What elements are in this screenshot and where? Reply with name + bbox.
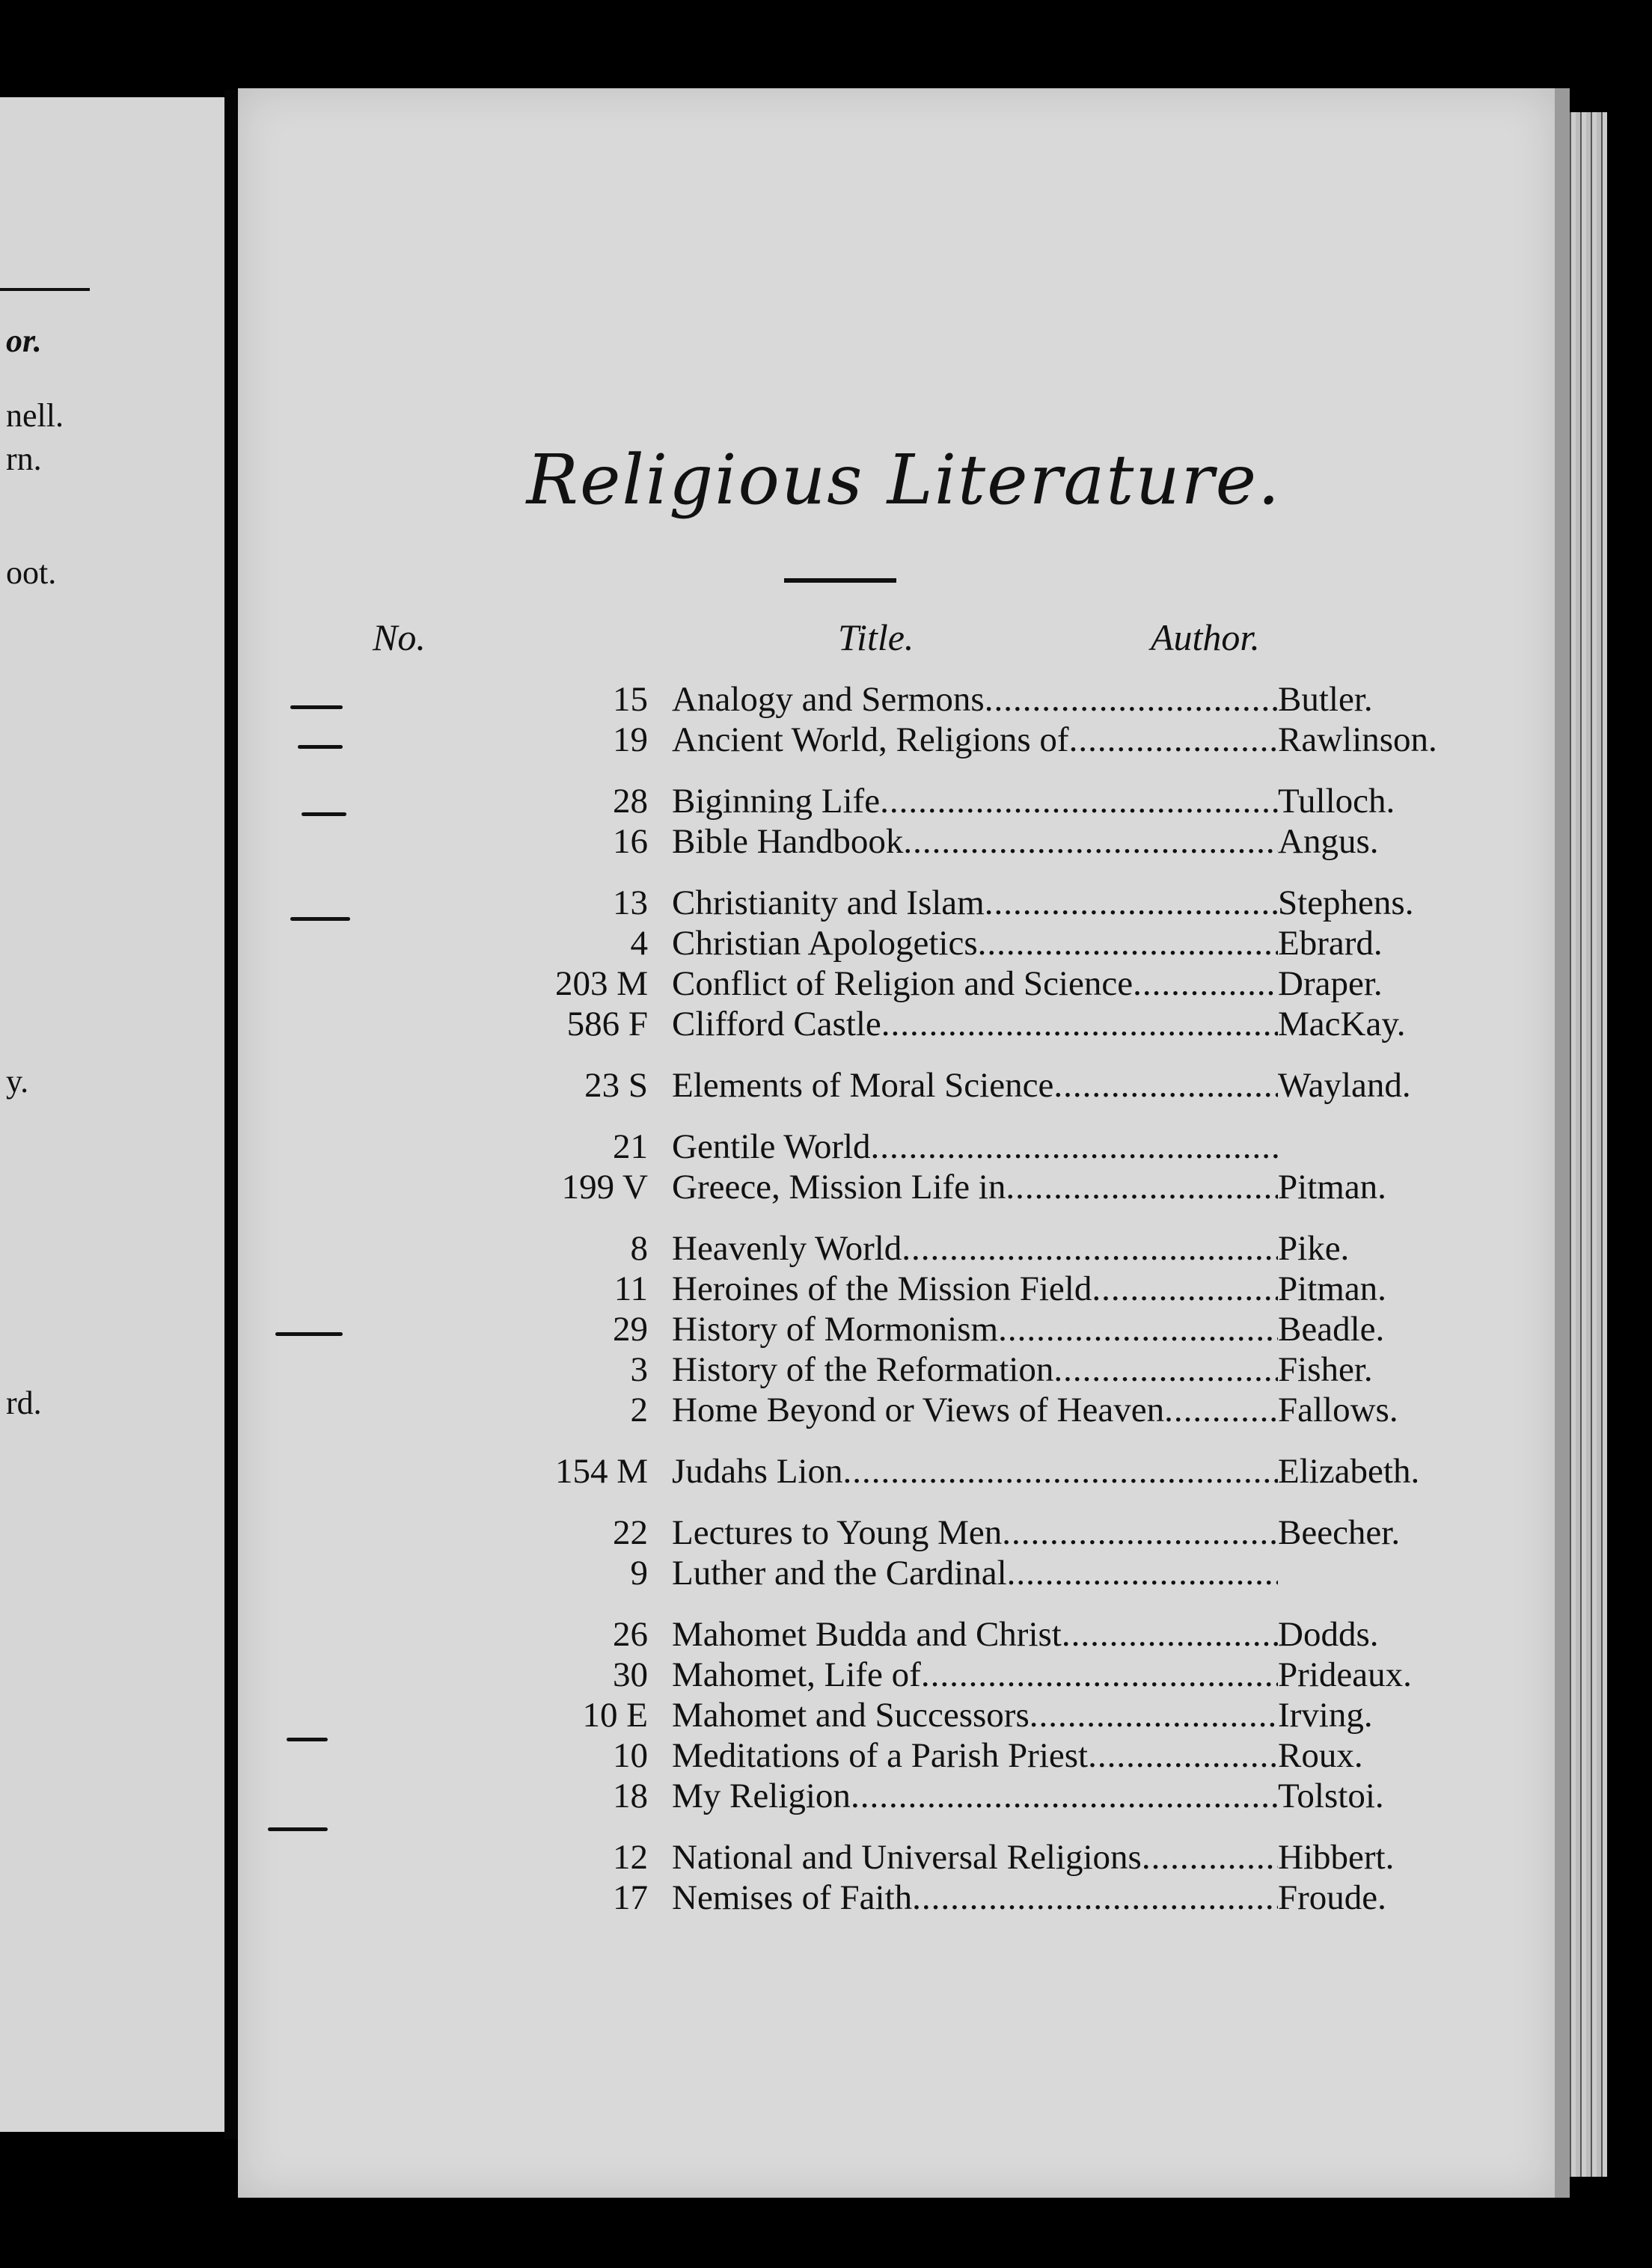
entry-title: Mahomet and Successors [672,1696,1030,1735]
entry-number: 30 [613,1655,648,1694]
entry-author: Draper. [1278,964,1383,1003]
pencil-mark [290,917,350,921]
entry-title-cell [672,1004,1278,1044]
entry-title: Christian Apologetics [672,924,978,963]
leader-dots [851,1776,1278,1816]
title-rule [784,578,896,583]
list-item [298,1167,1540,1207]
entry-author: Pike. [1278,1229,1350,1268]
entry-number: 8 [630,1229,648,1268]
entry-title-cell [672,1390,1278,1430]
entry-title-cell [672,1655,1278,1695]
left-fragment: rn. [6,441,42,477]
leader-dots [985,883,1278,923]
entry-title: Heroines of the Mission Field [672,1269,1092,1308]
entry-title-cell [672,1614,1278,1655]
leader-dots [921,1655,1278,1695]
pencil-mark [298,745,343,749]
column-header-title: Title. [838,616,914,658]
entry-author: Roux. [1278,1736,1363,1775]
left-fragment: y. [6,1063,29,1100]
list-item [298,679,1540,720]
leader-dots [1164,1390,1278,1430]
entry-title: Biginning Life [672,782,881,821]
entry-title-cell [672,679,1278,720]
entry-number: 29 [613,1310,648,1349]
column-header-no: No. [373,616,426,658]
entry-title: Mahomet, Life of [672,1655,921,1694]
entry-author: Hibbert. [1278,1838,1395,1877]
left-fragment: nell. [6,397,64,434]
entry-number: 17 [613,1878,648,1917]
entry-author: Stephens. [1278,883,1414,922]
entry-title-cell [672,1127,1278,1167]
list-item [298,963,1540,1004]
entry-author: Rawlinson. [1278,720,1437,759]
list-item [298,1451,1540,1492]
entry-title-cell [672,883,1278,923]
leader-dots [1007,1553,1278,1593]
entry-author: Prideaux. [1278,1655,1412,1694]
leader-dots [842,1451,1278,1492]
entry-author: Pitman. [1278,1269,1386,1308]
entry-title-cell [672,1451,1278,1492]
leader-dots [1030,1695,1278,1735]
list-item [298,1837,1540,1878]
entry-author: Tolstoi. [1278,1777,1384,1815]
entry-number: 23 S [584,1066,648,1105]
entry-number: 4 [630,924,648,963]
entry-number: 3 [630,1350,648,1389]
entry-title: Luther and the Cardinal [672,1554,1007,1593]
left-fragment: oot. [6,554,57,591]
list-item [298,1655,1540,1695]
entry-number: 10 E [582,1696,648,1735]
entry-title-cell [672,1167,1278,1207]
entry-author: Butler. [1278,680,1373,719]
list-item [298,1269,1540,1309]
catalog-list [298,679,1540,1918]
list-item [298,720,1540,760]
left-fragment: or. [6,322,42,359]
entry-title: Mahomet Budda and Christ [672,1615,1062,1654]
leader-dots [998,1309,1278,1349]
entry-title-cell [672,1512,1278,1553]
entry-author: Ebrard. [1278,924,1383,963]
entry-author: Irving. [1278,1696,1373,1735]
leader-dots [1053,1065,1278,1106]
leader-dots [1069,720,1278,760]
entry-number: 2 [630,1391,648,1429]
entry-title: Meditations of a Parish Priest [672,1736,1089,1775]
entry-number: 586 F [566,1005,648,1043]
list-item [298,923,1540,963]
list-item [298,883,1540,923]
left-page-rule [0,288,90,291]
leader-dots [912,1878,1278,1918]
entry-title: Gentile World [672,1127,871,1166]
entry-author: Angus. [1278,822,1379,861]
catalog-page [238,88,1570,2198]
pencil-mark [287,1738,328,1741]
entry-title-cell [672,1878,1278,1918]
list-item [298,821,1540,862]
entry-title: History of the Reformation [672,1350,1054,1389]
entry-title: Christianity and Islam [672,883,985,922]
page-title: Religious Literature. [526,440,1282,520]
entry-number: 10 [613,1736,648,1775]
pencil-mark [275,1332,343,1336]
book-spine [224,90,238,2139]
pencil-mark [302,812,346,816]
leader-dots [1006,1167,1278,1207]
entry-number: 199 V [561,1168,648,1207]
entry-title: My Religion [672,1777,851,1815]
entry-number: 28 [613,782,648,821]
list-item [298,1512,1540,1553]
entry-author: Beecher. [1278,1513,1401,1552]
entry-title: Elements of Moral Science [672,1066,1054,1105]
entry-title-cell [672,1837,1278,1878]
list-item [298,1878,1540,1918]
entry-title: National and Universal Religions [672,1838,1142,1877]
entry-title-cell [672,1349,1278,1390]
entry-number: 21 [613,1127,648,1166]
entry-author: Wayland. [1278,1066,1411,1105]
entry-author: Pitman. [1278,1168,1386,1207]
entry-number: 26 [613,1615,648,1654]
leader-dots [903,821,1278,862]
pencil-mark [290,705,343,709]
leader-dots [902,1228,1278,1269]
leader-dots [880,781,1278,821]
entry-title: Lectures to Young Men [672,1513,1003,1552]
leader-dots [1092,1269,1278,1309]
entry-number: 18 [613,1777,648,1815]
entry-author: Tulloch. [1278,782,1395,821]
entry-number: 9 [630,1554,648,1593]
entry-title: Clifford Castle [672,1005,881,1043]
column-header-author: Author. [1151,616,1260,658]
entry-title-cell [672,1309,1278,1349]
entry-title: Greece, Mission Life in [672,1168,1006,1207]
entry-title: Conflict of Religion and Science [672,964,1134,1003]
leader-dots [1053,1349,1278,1390]
entry-title: Analogy and Sermons [672,680,985,719]
leader-dots [1142,1837,1278,1878]
list-item [298,1735,1540,1776]
leader-dots [881,1004,1278,1044]
pencil-mark [268,1827,328,1831]
entry-author: MacKay. [1278,1005,1406,1043]
leader-dots [1088,1735,1278,1776]
entry-number: 16 [613,822,648,861]
entry-number: 11 [614,1269,648,1308]
entry-title: Home Beyond or Views of Heaven [672,1391,1165,1429]
list-item [298,1228,1540,1269]
entry-author: Beadle. [1278,1310,1385,1349]
entry-author: Elizabeth. [1278,1452,1420,1491]
entry-title: Ancient World, Religions of [672,720,1069,759]
list-item [298,1695,1540,1735]
entry-title: Judahs Lion [672,1452,843,1491]
list-item [298,1614,1540,1655]
entry-title-cell [672,963,1278,1004]
entry-author: Froude. [1278,1878,1386,1917]
entry-title-cell [672,1269,1278,1309]
list-item [298,1553,1540,1593]
list-item [298,1349,1540,1390]
leader-dots [1062,1614,1278,1655]
entry-number: 19 [613,720,648,759]
leader-dots [871,1127,1278,1167]
entry-title-cell [672,1065,1278,1106]
entry-title-cell [672,720,1278,760]
entry-author: Dodds. [1278,1615,1379,1654]
list-item [298,1776,1540,1816]
entry-title-cell [672,923,1278,963]
entry-title-cell [672,1776,1278,1816]
entry-title-cell [672,1228,1278,1269]
entry-number: 203 M [554,964,648,1003]
entry-title-cell [672,1553,1278,1593]
leader-dots [978,923,1278,963]
list-item [298,1065,1540,1106]
list-item [298,1004,1540,1044]
leader-dots [1133,963,1278,1004]
list-item [298,1390,1540,1430]
left-page-fragment [0,97,224,2132]
leader-dots [985,679,1278,720]
entry-title: History of Mormonism [672,1310,999,1349]
entry-title-cell [672,821,1278,862]
entry-author: Fallows. [1278,1391,1398,1429]
list-item [298,1309,1540,1349]
entry-title-cell [672,1735,1278,1776]
entry-number: 12 [613,1838,648,1877]
left-fragment: rd. [6,1385,42,1421]
entry-number: 22 [613,1513,648,1552]
entry-title-cell [672,1695,1278,1735]
list-item [298,1127,1540,1167]
entry-number: 13 [613,883,648,922]
entry-title-cell [672,781,1278,821]
entry-number: 154 M [554,1452,648,1491]
entry-author: Fisher. [1278,1350,1373,1389]
entry-title: Heavenly World [672,1229,902,1268]
entry-title: Bible Handbook [672,822,904,861]
list-item [298,781,1540,821]
entry-number: 15 [613,680,648,719]
leader-dots [1002,1512,1278,1553]
entry-title: Nemises of Faith [672,1878,913,1917]
